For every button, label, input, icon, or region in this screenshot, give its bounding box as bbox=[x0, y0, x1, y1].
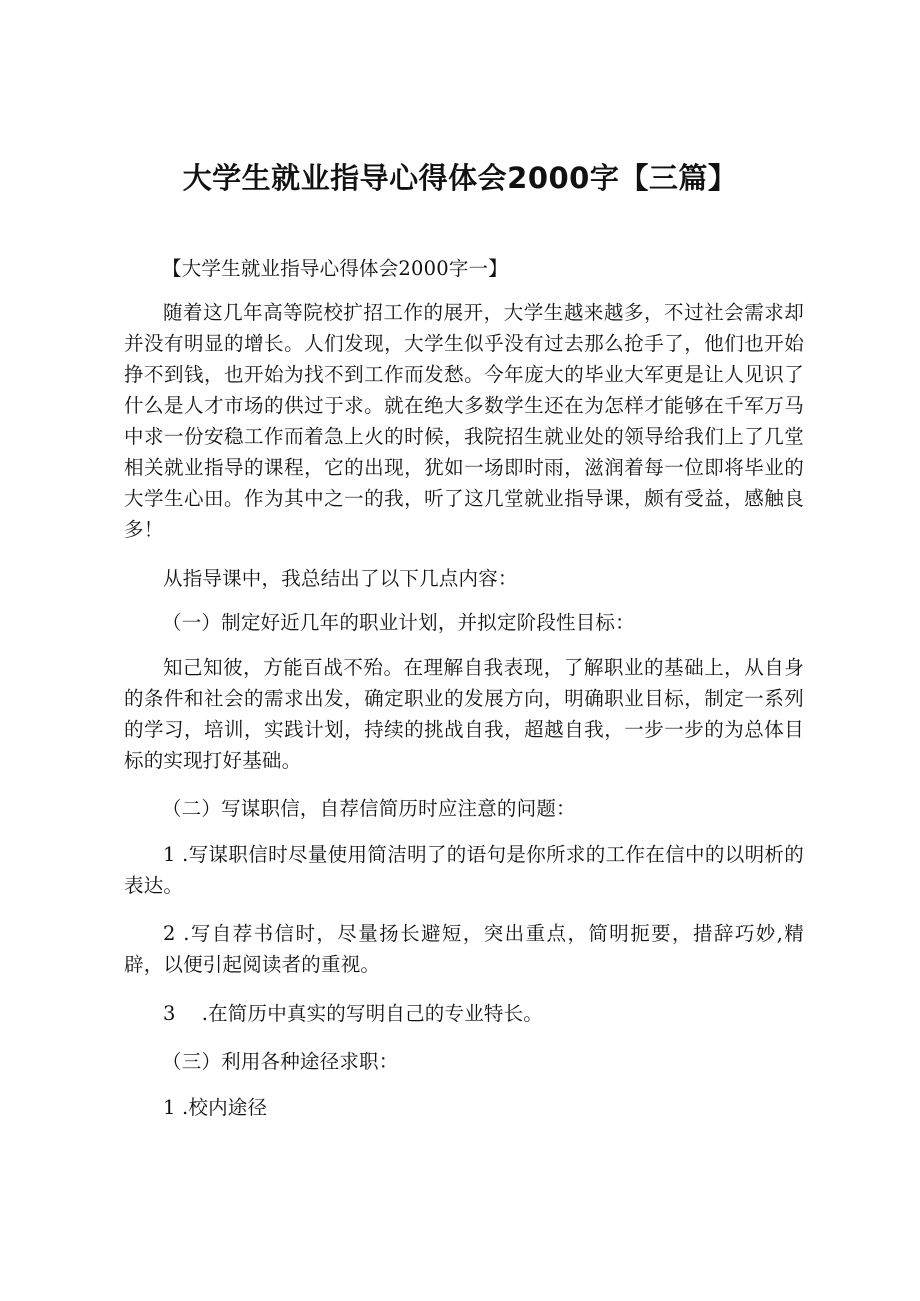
list-item-2: 2 .写自荐书信时，尽量扬长避短，突出重点，简明扼要，措辞巧妙,精辟，以便引起阅读者的重视。 bbox=[124, 922, 804, 976]
list-item-3: 3 .在简历中真实的写明自己的专业特长。 bbox=[163, 1002, 544, 1025]
paragraph-intro: 随着这几年高等院校扩招工作的展开，大学生越来越多，不过社会需求却并没有明显的增长。人们发现，大学生似乎没有过去那么抢手了，他们也开始挣不到钱，也开始为找不到工作而发愁。今年庞大的毕业大军更是让人见识了什么是人才市场的供过于求。就在绝大多数学生还在为怎样才能够在千军万马中求一份安稳工作而着急上火的时候，我院招生就业处的领导给我们上了几堂相关就业指导的课程，它的出现，犹如一场即时雨，滋润着每一位即将毕业的大学生心田。作为其中之一的我，听了这几堂就业指导课，颇有受益，感触良多！ bbox=[124, 301, 804, 541]
document-title: 大学生就业指导心得体会2000字【三篇】 bbox=[182, 161, 738, 195]
list-item-campus: 1 .校内途径 bbox=[163, 1096, 268, 1119]
list-item-1: 1 .写谋职信时尽量使用简洁明了的语句是你所求的工作在信中的以明析的表达。 bbox=[124, 843, 804, 897]
subheading-two: （二）写谋职信，自荐信简历时应注意的问题： bbox=[162, 797, 576, 820]
subheading-three: （三）利用各种途径求职： bbox=[162, 1050, 399, 1073]
subheading-one: （一）制定好近几年的职业计划，并拟定阶段性目标： bbox=[162, 611, 635, 634]
paragraph-career-plan: 知己知彼，方能百战不殆。在理解自我表现，了解职业的基础上，从自身的条件和社会的需求出发，确定职业的发展方向，明确职业目标，制定一系列的学习，培训，实践计划，持续的挑战自我，超越自我，一步一步的为总体目标的实现打好基础。 bbox=[124, 656, 804, 772]
section-heading: 【大学生就业指导心得体会2000字一】 bbox=[162, 257, 508, 280]
paragraph-summary-lead: 从指导课中，我总结出了以下几点内容： bbox=[163, 567, 518, 590]
